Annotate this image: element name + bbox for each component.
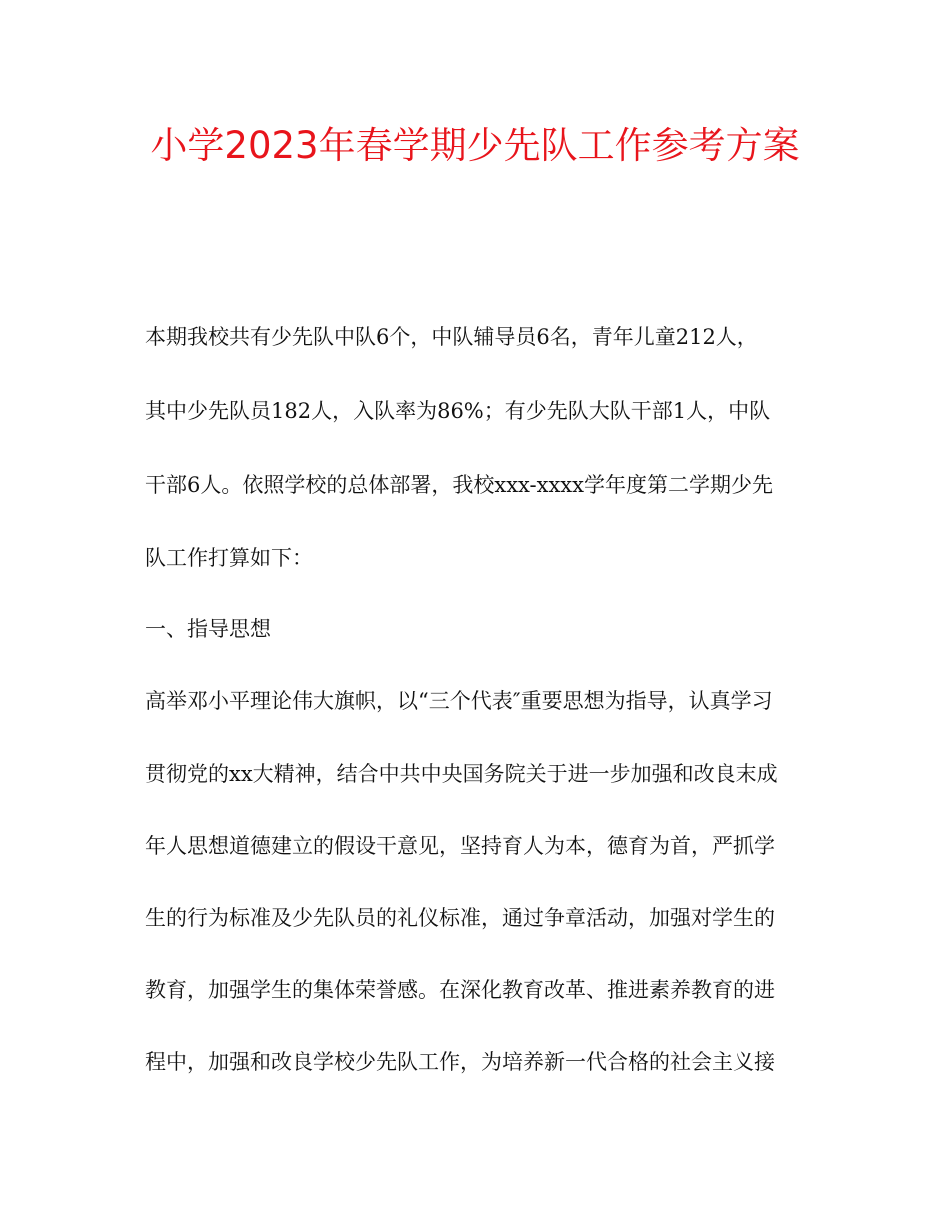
paragraph-line: 年人思想道德建立的假设干意见，坚持育人为本，德育为首，严抓学 — [145, 834, 775, 858]
paragraph-line: 贯彻党的xx大精神，结合中共中央国务院关于进一步加强和改良末成 — [145, 762, 778, 786]
paragraph-line: 其中少先队员182人，入队率为86%；有少先队大队干部1人，中队 — [145, 399, 771, 423]
paragraph-line: 干部6人。依照学校的总体部署，我校xxx-xxxx学年度第二学期少先 — [145, 473, 773, 497]
paragraph-line: 程中，加强和改良学校少先队工作，为培养新一代合格的社会主义接 — [145, 1050, 775, 1074]
document-title: 小学2023年春学期少先队工作参考方案 — [150, 124, 800, 167]
paragraph-line: 队工作打算如下： — [145, 546, 313, 570]
paragraph-line: 高举邓小平理论伟大旗帜，以“三个代表″重要思想为指导，认真学习 — [145, 689, 773, 713]
paragraph-line: 教育，加强学生的集体荣誉感。在深化教育改革、推进素养教育的进 — [145, 978, 775, 1002]
section-heading: 一、指导思想 — [145, 617, 271, 641]
paragraph-line: 本期我校共有少先队中队6个，中队辅导员6名，青年儿童212人， — [145, 325, 758, 349]
paragraph-line: 生的行为标准及少先队员的礼仪标准，通过争章活动，加强对学生的 — [145, 906, 775, 930]
